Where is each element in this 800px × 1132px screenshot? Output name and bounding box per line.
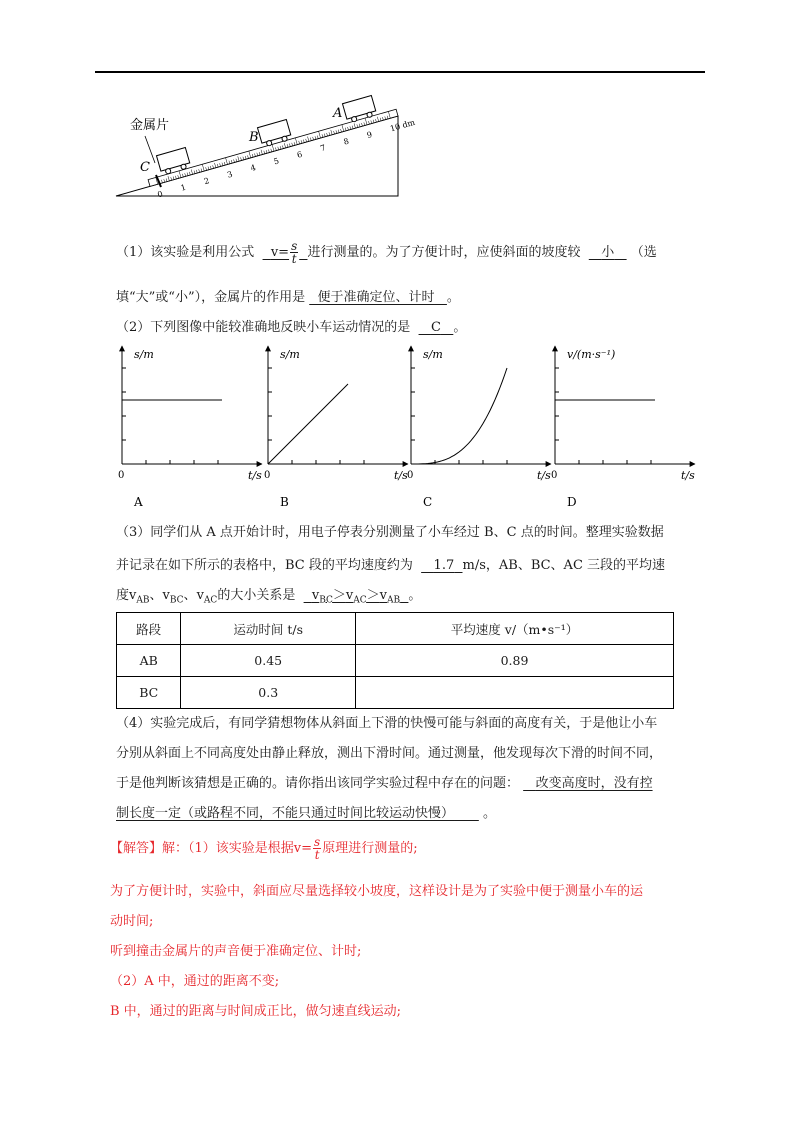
q1-line1: （1）该实验是利用公式 v= $\frac{s}{t}$ 进行测量的。为了方便计时，应使斜面的坡度较 小 （选 [116,239,657,266]
q4-line4: 制长度一定（或路程不同，不能只通过时间比较运动快慢） 。 [116,806,496,821]
answer-relation: $v_{BC}>v_{AC}>v_{AB}$ [311,588,401,606]
graph-letter: A [134,495,143,509]
metal-pointer [145,136,155,163]
answer-slope: 小 [601,245,615,260]
q4-line3: 于是他判断该猜想是正确的。请你指出该同学实验过程中存在的问题： 改变高度时，没有控 [116,776,653,791]
graphs [100,338,700,518]
data-table [116,612,674,709]
table-cell: 0.45 [181,645,356,677]
graph-letter: C [423,495,433,509]
q2-line: （2）下列图像中能较准确地反映小车运动情况的是 C 。 [116,320,467,335]
graph-y-label: s/m [134,348,154,361]
ruler-number: 8 [342,136,350,147]
metal-label: 金属片 [130,118,170,133]
table-cell: 0.89 [356,645,674,677]
answer-graph: C [430,320,441,335]
table-cell [356,677,674,709]
ruler-number: 1 [179,182,188,193]
graph-y-label: s/m [423,348,443,361]
table-cell: AB [117,645,181,677]
incline-figure [110,95,416,210]
ruler-number: 4 [249,162,257,174]
ruler-number: 3 [226,169,234,180]
q4-line2: 分别从斜面上不同高度处由静止释放，测出下滑时间。通过测量，他发现每次下滑的时间不同， [116,746,663,761]
q3-line2: 并记录在如下所示的表格中，BC 段的平均速度约为 1.7 m/s，AB、BC、AC 三段的平均速 [116,558,666,573]
solution-line1: 【解答】解：（1）该实验是根据v= $\frac{s}{t}$ 原理进行测量的; [110,835,418,862]
table-header: 运动时间 t/s [181,613,356,645]
table-row [117,645,674,677]
answer-problem-2: 制长度一定（或路程不同，不能只通过时间比较运动快慢） [116,806,455,821]
q4-line1: （4）实验完成后，有同学猜想物体从斜面上下滑的快慢可能与斜面的高度有关，于是他让小车 [116,716,658,731]
ruler-number: 7 [319,143,327,154]
q1-line2: 填“大”或“小”），金属片的作用是 便于准确定位、计时 。 [116,290,460,305]
ruler-number: 9 [365,129,374,141]
table-row [117,677,674,709]
q3-line3: 度$v_{AB}$、$v_{BC}$、$v_{AC}$的大小关系是 $v_{BC}>v_{AC}>v_{AB}$ 。 [116,588,422,606]
cart-label-a: A [333,106,343,121]
graph-x-label: t/s [248,469,262,482]
graph-origin-label: 0 [407,470,414,481]
table-header-row [117,613,674,645]
graph-origin-label: 0 [118,470,125,481]
graph-origin-label: 0 [264,470,271,481]
graph-curve [411,368,507,464]
solution-line6: B 中，通过的距离与时间成正比，做匀速直线运动; [110,1004,402,1019]
graph-curve [268,384,348,464]
solution-line3: 动时间; [110,914,154,929]
graph-origin-label: 0 [551,470,558,481]
ruler-number: 0 [156,189,164,200]
graph-letter: D [567,495,577,509]
answer-metal: 便于准确定位、计时 [317,290,435,305]
cart-label-b: B [249,130,259,145]
table-cell: BC [117,677,181,709]
table-cell: 0.3 [181,677,356,709]
graph-x-label: t/s [394,469,408,482]
graph-letter: B [280,495,289,509]
header-rule [95,71,705,73]
ruler-number: 6 [296,149,304,160]
cart-label-c: C [140,160,150,175]
answer-problem-1: 改变高度时，没有控 [535,776,653,791]
answer-speed: 1.7 [433,558,455,573]
ruler-number: 5 [272,156,281,167]
solution-line5: （2）A 中，通过的距离不变; [110,974,280,989]
graph-x-label: t/s [681,469,695,482]
graph-y-label: s/m [280,348,300,361]
graph-x-label: t/s [537,469,551,482]
q3-line1: （3）同学们从 A 点开始计时，用电子停表分别测量了小车经过 B、C 点的时间。整理实验数据 [116,525,664,540]
table-header: 平均速度 v/（m•s⁻¹） [356,613,674,645]
solution-line2: 为了方便计时，实验中，斜面应尽量选择较小坡度，这样设计是为了实验中便于测量小车的运 [110,884,644,899]
table-header: 路段 [117,613,181,645]
solution-line4: 听到撞击金属片的声音便于准确定位、计时; [110,944,362,959]
ruler-number: 2 [202,176,211,187]
solution-tag: 【解答】 [110,841,163,856]
graph-y-label: v/(m·s⁻¹) [567,348,616,361]
ruler-number: 10 dm [389,117,416,134]
